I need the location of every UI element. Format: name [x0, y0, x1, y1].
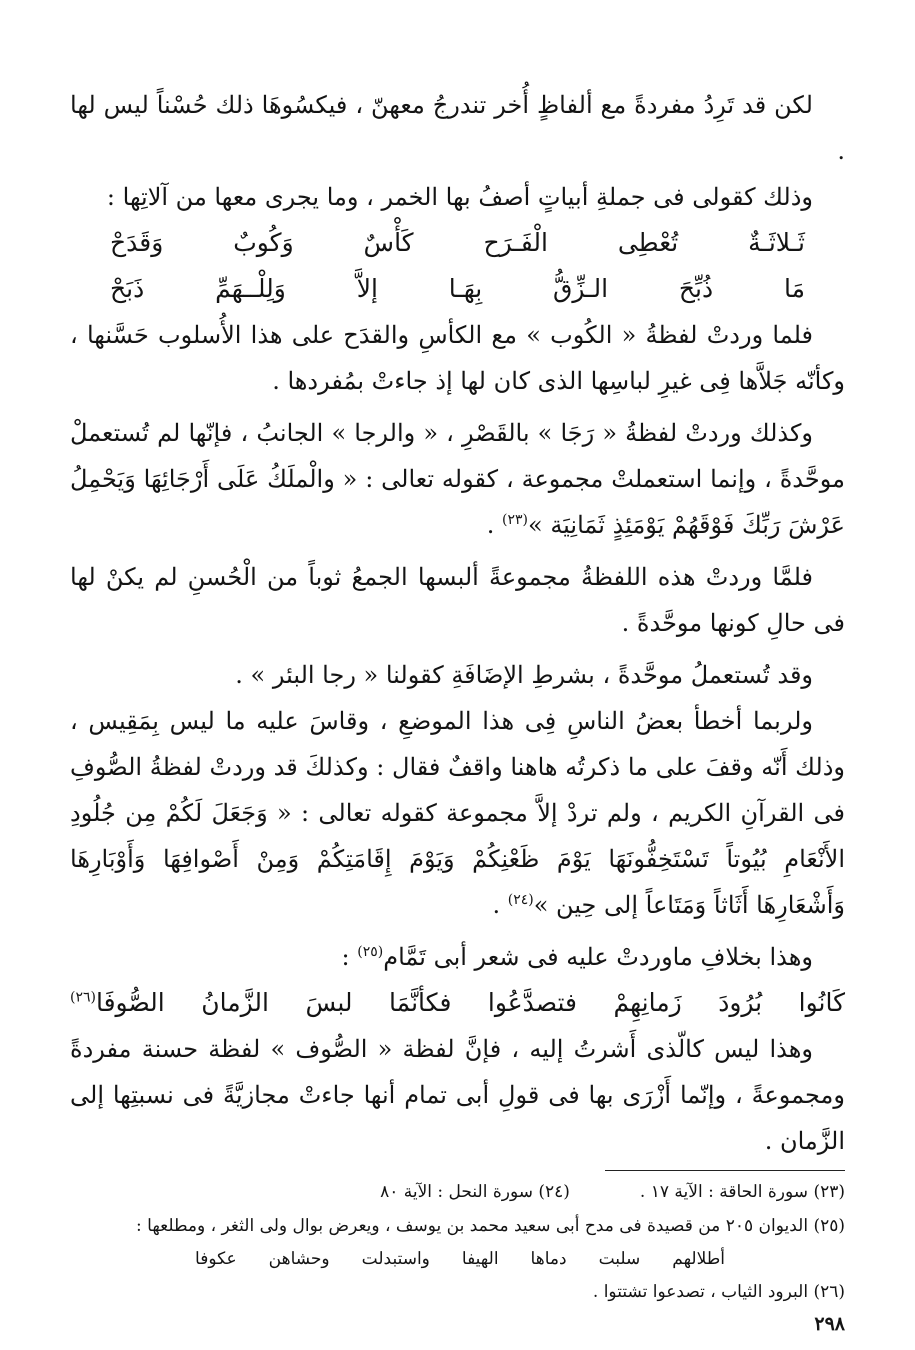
verse-word: بِهَـا	[448, 274, 483, 303]
paragraph-raja-end: .	[486, 511, 503, 539]
verse-word: مَا	[783, 274, 805, 303]
verse-word: كَانُوا	[798, 988, 845, 1017]
paragraph-example-intro: وذلك كقولى فى جملةِ أبياتٍ أصفُ بها الخمر ، وما يجرى معها من آلاتِها :	[106, 183, 813, 211]
paragraph-abu-tammam	[70, 934, 845, 980]
verse-word: الـزِّقُّ	[553, 274, 609, 303]
page-number: ٢٩٨	[814, 1313, 845, 1335]
verse-word: إلاَّ	[356, 274, 378, 303]
paragraph-intro: لكن قد تَرِدُ مفردةً مع ألفاظٍ أُخر تندرجُ معهنّ ، فيكسُوهَا ذلك حُسْناً ليس لها .	[70, 91, 845, 165]
paragraph-rubama-text: ولربما أخطأ بعضُ الناسِ فِى هذا الموضعِ ، وقاسَ عليه ما ليس بِمَقِيس ، وذلك أَنّه وقفَ على ما ذكرتُه هاهنا واقفٌ فقال : وكذلكَ قد وردتْ لفظةُ الصُّوفِ فى القرآنِ الكريم ، ولم تردْ إلاَّ مجموعة كقوله تعالى : « وَجَعَلَ لَكُمْ مِن جُلُودِ الأَنْعَامِ بُيُوتاً تَسْتَخِفُّونَهَا يَوْمَ ظَعْنِكُمْ وَيَوْمَ إِقَامَتِكُمْ وَمِنْ أَصْوافِهَا وَأَوْبَارِهَا وَأَشْعَارِهَا أَثَاثاً وَمَتَاعاً إلى حِين »	[70, 707, 846, 919]
verse-word: ذُبِّحَ	[678, 274, 714, 303]
verse-word: فتصدَّعُوا	[487, 988, 577, 1017]
verse-word: لبسَ	[305, 988, 353, 1017]
verse-word: واستبدلت	[361, 1249, 430, 1269]
verse-word: سلبت	[598, 1249, 641, 1269]
footnote-ref-25: (٢٥)	[357, 944, 384, 960]
paragraph-rubama	[70, 698, 845, 928]
verse-word-last	[70, 980, 165, 1026]
paragraph-abu-tammam-end: :	[341, 943, 358, 971]
paragraph-wqad: وقد تُستعملُ موحَّدةً ، بشرطِ الإضَافَةِ كقولنا « رجا البئر » .	[235, 661, 813, 689]
verse-word: وَقَدَحْ	[110, 228, 164, 257]
verse-line-1	[70, 220, 845, 266]
footnote-divider	[605, 1170, 845, 1171]
verse-word: الْفَـرَح	[483, 228, 548, 257]
paragraph-lamma: فلمَّا وردتْ هذه اللفظةُ مجموعةً ألبسها الجمعُ ثوباً من الْحُسنِ لم يكنْ لها فى حالِ كونها موحَّدةً .	[70, 563, 845, 637]
footnote-row-23-24	[70, 1175, 845, 1209]
verse-word: وَلِلْــهَمِّ	[215, 274, 286, 303]
verse-abu-tammam	[70, 980, 845, 1026]
verse-word: وَكُوبٌ	[233, 228, 294, 257]
verse-word: أطلالهم	[672, 1249, 725, 1269]
verse-word: عكوفا	[195, 1249, 237, 1269]
footnote-ref-24: (٢٤)	[507, 892, 534, 908]
verse-word: كَأْسٌ	[363, 228, 414, 257]
footnote-ref-23: (٢٣)	[502, 512, 528, 528]
footnote-23: (٢٣) سورة الحاقة : الآية ١٧ .	[639, 1182, 845, 1202]
paragraph-final: وهذا ليس كالّذى أَشرتُ إليه ، فإنَّ لفظة « الصُّوف » لفظة حسنة مفردةً ومجموعةً ، وإنّما أَزْرَى بها فى قولِ أبى تمام أنها جاءتْ مجازيَّةً فى نسبتِها إلى الزَّمان .	[70, 1035, 845, 1155]
verse-word: الزَّمانُ	[201, 988, 269, 1017]
verse-word: الصُّوفَا	[95, 988, 165, 1017]
paragraph-raja-text: وكذلك وردتْ لفظةُ « رَجَا » بالقَصْرِ ، « والرجا » الجانبُ ، فإنّها لم تُستعملْ موحَّدةً ، وإنما استعملتْ مجموعة ، كقوله تعالى : « والْملَكُ عَلَى أَرْجَائِهَا وَيَحْمِلُ عَرْشَ رَبِّكَ فَوْقَهُمْ يَوْمَئِذٍ ثَمَانِيَة »	[70, 419, 845, 539]
paragraph-raja	[70, 410, 845, 548]
paragraph-kub: فلما وردتْ لفظةُ « الكُوب » مع الكأسِ والقدَح على هذا الأُسلوب حَسَّنها ، وكأنّه جَلاَّها فِى غيرِ لباسِها الذى كان لها إذ جاءتْ بمُفردها .	[70, 321, 845, 395]
verse-word: الهيفا	[461, 1249, 499, 1269]
verse-word: فكأنَّمَا	[389, 988, 452, 1017]
footnote-26: (٢٦) البرود الثياب ، تصدعوا تشتتوا .	[592, 1282, 845, 1302]
paragraph-abu-tammam-text: وهذا بخلافِ ماوردتْ عليه فى شعر أبى تَمَّام	[383, 943, 813, 971]
footnote-24: (٢٤) سورة النحل : الآية ٨٠	[380, 1182, 570, 1202]
verse-word: بُرُودَ	[718, 988, 763, 1017]
document-page	[70, 82, 846, 1335]
verse-word: دماها	[530, 1249, 567, 1269]
paragraph-rubama-end: .	[492, 891, 508, 919]
verse-word: ذَبَحْ	[110, 274, 145, 303]
footnote-ref-26: (٢٦)	[70, 989, 96, 1006]
verse-word: تُعْطِى	[617, 228, 679, 257]
verse-word: ثَـلاثَـةٌ	[748, 228, 805, 257]
footnote-25-verse	[70, 1243, 845, 1275]
verse-line-2	[70, 266, 845, 312]
footnote-25: (٢٥) الديوان ٢٠٥ من قصيدة فى مدح أبى سعيد محمد بن يوسف ، ويعرض بوال ولى الثغر ، ومطلعها :	[136, 1216, 845, 1236]
verse-word: زَمانِهِمْ	[613, 988, 682, 1017]
verse-word: وحشاهن	[268, 1249, 330, 1269]
